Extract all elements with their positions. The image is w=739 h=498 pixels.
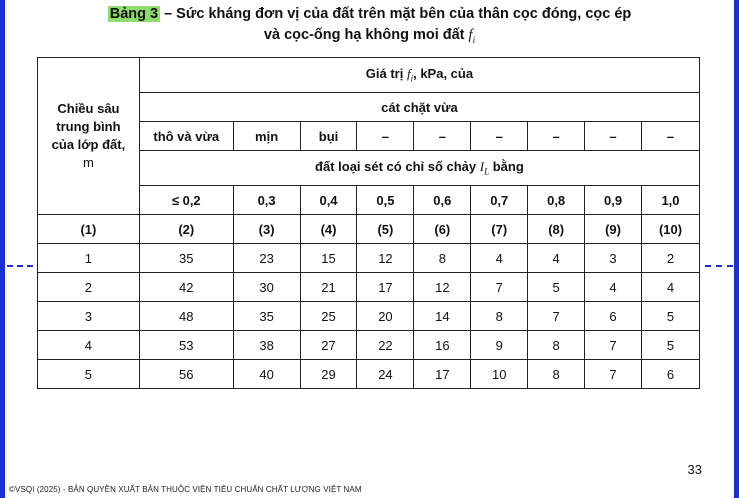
liquidity-index-cell: 0,5 xyxy=(357,186,414,215)
value-cell: 38 xyxy=(233,331,300,360)
value-cell: 53 xyxy=(139,331,233,360)
value-cell: 3 xyxy=(585,244,642,273)
depth-cell: 1 xyxy=(38,244,140,273)
value-cell: 10 xyxy=(471,360,528,389)
depth-header-line: trung bình xyxy=(56,119,121,134)
value-cell: 25 xyxy=(300,302,357,331)
liquidity-index-cell: 0,3 xyxy=(233,186,300,215)
value-cell: 17 xyxy=(357,273,414,302)
value-cell: 2 xyxy=(642,244,700,273)
depth-header-line: của lớp đất, xyxy=(51,137,126,152)
value-cell: 56 xyxy=(139,360,233,389)
value-cell: 35 xyxy=(139,244,233,273)
value-cell: 15 xyxy=(300,244,357,273)
clay-header-subscript: L xyxy=(484,166,490,177)
sand-type-cell: mịn xyxy=(233,122,300,151)
table-row xyxy=(38,302,700,331)
column-number-cell: (5) xyxy=(357,215,414,244)
page-frame-right xyxy=(734,0,739,498)
title-line1-text: – Sức kháng đơn vị của đất trên mặt bên của thân cọc đóng, cọc ép xyxy=(160,6,632,22)
value-cell: 40 xyxy=(233,360,300,389)
value-cell: 8 xyxy=(528,331,585,360)
column-number-cell: (7) xyxy=(471,215,528,244)
sand-header: cát chặt vừa xyxy=(139,93,699,122)
value-cell: 16 xyxy=(414,331,471,360)
value-cell: 35 xyxy=(233,302,300,331)
depth-cell: 2 xyxy=(38,273,140,302)
value-header xyxy=(139,58,699,93)
sand-type-cell: – xyxy=(414,122,471,151)
value-cell: 8 xyxy=(414,244,471,273)
column-number-cell: (3) xyxy=(233,215,300,244)
column-number-cell: (2) xyxy=(139,215,233,244)
sand-type-cell: – xyxy=(585,122,642,151)
value-cell: 7 xyxy=(471,273,528,302)
value-cell: 12 xyxy=(357,244,414,273)
column-number-cell: (1) xyxy=(38,215,140,244)
value-cell: 7 xyxy=(528,302,585,331)
title-line-1 xyxy=(0,4,739,25)
value-cell: 4 xyxy=(471,244,528,273)
copyright-footer: ©VSQI (2025) - BẢN QUYỀN XUẤT BẢN THUỘC VIỆN TIÊU CHUẨN CHẤT LƯỢNG VIỆT NAM xyxy=(9,485,362,494)
depth-header-line: m xyxy=(83,155,94,170)
sand-type-cell: – xyxy=(642,122,700,151)
title-line2-text: và cọc-ống hạ không moi đất xyxy=(263,27,469,43)
title-line-2 xyxy=(0,25,739,51)
value-cell: 27 xyxy=(300,331,357,360)
value-cell: 30 xyxy=(233,273,300,302)
value-header-suffix: , kPa, của xyxy=(413,66,474,82)
clay-header-suffix: bằng xyxy=(489,159,524,175)
value-cell: 8 xyxy=(471,302,528,331)
dashed-marker-right xyxy=(705,265,733,267)
liquidity-index-cell: 0,6 xyxy=(414,186,471,215)
value-cell: 4 xyxy=(585,273,642,302)
value-cell: 42 xyxy=(139,273,233,302)
clay-header-symbol: I xyxy=(479,159,485,175)
value-header-prefix: Giá trị xyxy=(365,66,407,82)
value-header-subscript: i xyxy=(410,73,414,84)
depth-header-line: Chiều sâu xyxy=(57,101,120,116)
value-cell: 48 xyxy=(139,302,233,331)
liquidity-index-cell: 0,8 xyxy=(528,186,585,215)
value-cell: 23 xyxy=(233,244,300,273)
value-cell: 6 xyxy=(585,302,642,331)
value-cell: 8 xyxy=(528,360,585,389)
value-cell: 6 xyxy=(642,360,700,389)
value-cell: 22 xyxy=(357,331,414,360)
value-header-symbol: f xyxy=(406,66,411,82)
clay-header-prefix: đất loại sét có chỉ số chảy xyxy=(315,159,480,175)
value-cell: 5 xyxy=(642,302,700,331)
value-cell: 4 xyxy=(528,244,585,273)
liquidity-index-cell: 0,4 xyxy=(300,186,357,215)
column-number-cell: (10) xyxy=(642,215,700,244)
column-number-cell: (4) xyxy=(300,215,357,244)
depth-cell: 3 xyxy=(38,302,140,331)
column-number-cell: (8) xyxy=(528,215,585,244)
clay-header xyxy=(139,151,699,186)
value-cell: 24 xyxy=(357,360,414,389)
depth-cell: 5 xyxy=(38,360,140,389)
title-symbol: f xyxy=(468,27,473,43)
value-cell: 21 xyxy=(300,273,357,302)
table-title xyxy=(0,4,739,51)
sand-type-cell: bụi xyxy=(300,122,357,151)
depth-header xyxy=(38,58,140,215)
value-cell: 4 xyxy=(642,273,700,302)
value-cell: 20 xyxy=(357,302,414,331)
sand-type-cell: – xyxy=(528,122,585,151)
table-row xyxy=(38,244,700,273)
value-cell: 12 xyxy=(414,273,471,302)
depth-cell: 4 xyxy=(38,331,140,360)
value-cell: 5 xyxy=(528,273,585,302)
dashed-marker-left xyxy=(7,265,33,267)
value-cell: 7 xyxy=(585,331,642,360)
table-tag: Bảng 3 xyxy=(109,6,159,22)
table-row xyxy=(38,360,700,389)
sand-type-cell: – xyxy=(471,122,528,151)
value-cell: 9 xyxy=(471,331,528,360)
page-frame-left xyxy=(0,0,5,498)
value-cell: 5 xyxy=(642,331,700,360)
sand-type-cell: thô và vừa xyxy=(139,122,233,151)
value-cell: 17 xyxy=(414,360,471,389)
table-row xyxy=(38,273,700,302)
sand-type-cell: – xyxy=(357,122,414,151)
liquidity-index-cell: 0,9 xyxy=(585,186,642,215)
liquidity-index-cell: 0,7 xyxy=(471,186,528,215)
table-row xyxy=(38,331,700,360)
resistance-table xyxy=(37,57,700,389)
value-cell: 7 xyxy=(585,360,642,389)
column-number-cell: (9) xyxy=(585,215,642,244)
liquidity-index-cell: 1,0 xyxy=(642,186,700,215)
value-cell: 29 xyxy=(300,360,357,389)
value-cell: 14 xyxy=(414,302,471,331)
title-subscript: i xyxy=(472,34,476,45)
liquidity-index-cell: ≤ 0,2 xyxy=(139,186,233,215)
column-number-cell: (6) xyxy=(414,215,471,244)
page-number: 33 xyxy=(687,462,702,477)
